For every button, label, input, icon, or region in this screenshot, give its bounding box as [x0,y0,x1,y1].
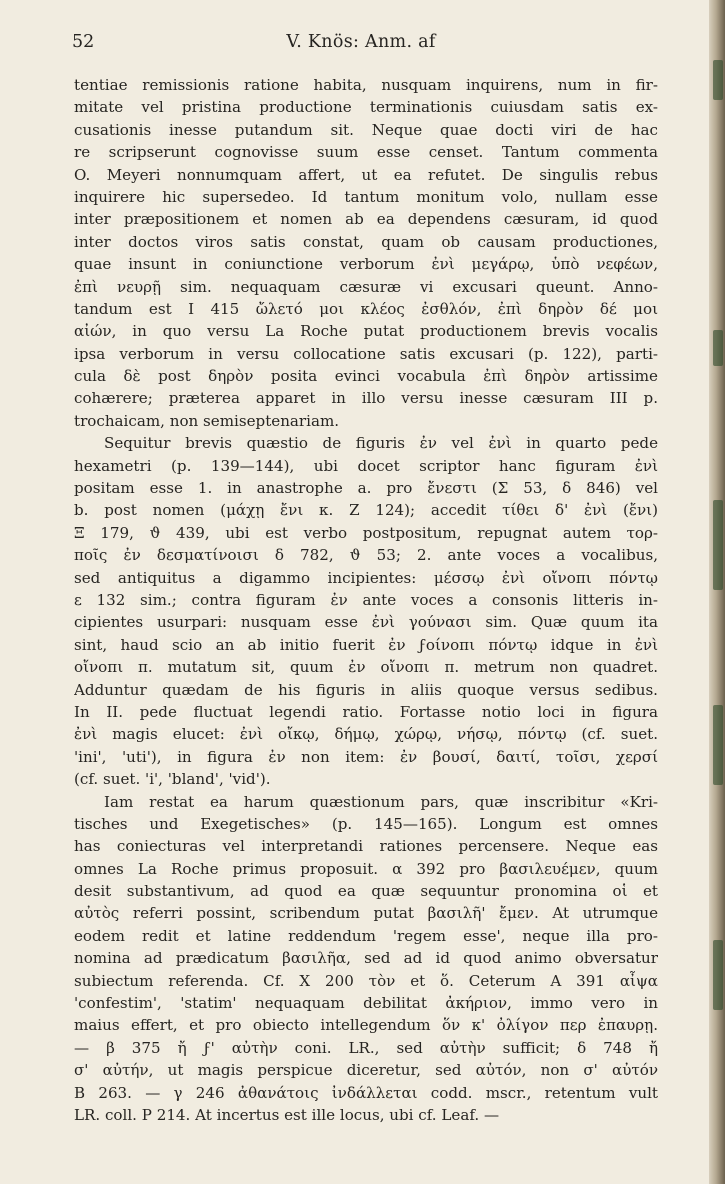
text-line: — β 375 ἤ ϝ' αὐτὴν coni. LR., sed αὐτὴν sufficit; δ 748 ἤ [74,1038,658,1057]
text-line: has coniecturas vel interpretandi rationes percensere. Neque eas [74,837,658,856]
edge-stain [713,705,723,785]
text-line: σ' αὐτήν, ut magis perspicue diceretur, sed αὐτόν, non σ' αὐτόν [74,1061,658,1080]
text-line: οἴνοπι π. mutatum sit, quum ἐν οἴνοπι π. metrum non quadret. [74,658,658,677]
page-number: 52 [72,32,95,52]
text-line: cohærere; præterea apparet in illo versu inesse cæsuram III p. [74,389,658,408]
text-line: trochaicam, non semiseptenariam. [74,411,340,430]
text-line: B 263. — γ 246 ἀθανάτοις ἰνδάλλεται codd. mscr., retentum vult [74,1083,658,1102]
text-line: tentiae remissionis ratione habita, nusquam inquirens, num in fir- [74,76,658,94]
edge-stain [713,330,723,366]
text-line: Iam restat ea harum quæstionum pars, quæ inscribitur «Kri- [104,792,658,811]
page-header [72,32,650,56]
text-line: sed antiquitus a digammo incipientes: μέσσῳ ἐνὶ οἴνοπι πόντῳ [74,568,658,587]
text-line: re scripserunt cognovisse suum esse censet. Tantum commenta [74,143,658,162]
text-line: inter præpositionem et nomen ab ea dependens cæsuram, id quod [74,210,658,229]
page-edge-shadow [709,0,725,1184]
text-line: cipientes usurpari: nusquam esse ἐνὶ γούνασι sim. Quæ quum ita [74,613,658,632]
text-line: Ξ 179, ϑ 439, ubi est verbo postpositum, repugnat autem τορ- [74,523,658,542]
edge-stain [713,500,723,590]
text-line: eodem redit et latine reddendum 'regem esse', neque illa pro- [74,926,658,945]
text-line: inter doctos viros satis constat, quam ob causam productiones, [74,232,658,251]
text-line: Sequitur brevis quæstio de figuris ἐν vel ἐνὶ in quarto pede [104,434,658,453]
edge-stain [713,60,723,100]
text-line: 'confestim', 'statim' nequaquam debilitat ἀκήριον, immo vero in [74,994,658,1013]
text-line: mitate vel pristina productione terminationis cuiusdam satis ex- [74,98,658,117]
text-line: (cf. suet. 'i', 'bland', 'vid'). [74,770,271,789]
text-line: maius effert, et pro obiecto intellegendum ὅν κ' ὀλίγον περ ἐπαυρῃ. [74,1016,658,1035]
body-text [74,74,658,1126]
edge-stain [713,940,723,1010]
text-line: cusationis inesse putandum sit. Neque quae docti viri de hac [74,120,658,139]
text-line: ποῖς ἐν δεσματίνοισι δ 782, ϑ 53; 2. ante voces a vocalibus, [74,546,658,565]
text-line: positam esse 1. in anastrophe a. pro ἔνεστι (Σ 53, δ 846) vel [74,479,658,498]
text-line: tisches und Exegetisches» (p. 145—165). Longum est omnes [74,814,658,833]
text-line: inquirere hic supersedeo. Id tantum monitum volo, nullam esse [74,187,658,206]
running-head: V. Knös: Anm. af [286,32,436,52]
text-line: ἐνὶ magis elucet: ἐνὶ οἴκῳ, δήμῳ, χώρῳ, νήσῳ, πόντῳ (cf. suet. [74,725,658,744]
text-line: LR. coll. P 214. At incertus est ille locus, ubi cf. Leaf. — [74,1105,500,1124]
text-line: hexametri (p. 139—144), ubi docet scriptor hanc figuram ἐνὶ [74,456,658,475]
text-line: desit substantivum, ad quod ea quæ sequuntur pronomina οἱ et [74,882,658,901]
text-line: In II. pede fluctuat legendi ratio. Fortasse notio loci in figura [74,702,658,721]
text-line: αἰών, in quo versu La Roche putat productionem brevis vocalis [74,322,658,341]
text-line: sint, haud scio an ab initio fuerit ἐν ϝοίνοπι πόντῳ idque in ἐνὶ [74,635,658,654]
text-line: tandum est I 415 ὤλετό μοι κλέος ἐσθλόν, ἐπὶ δηρὸν δέ μοι [74,299,658,318]
text-line: ipsa verborum in versu collocatione satis excusari (p. 122), parti- [74,344,658,363]
text-line: cula δὲ post δηρὸν posita evinci vocabula ἐπὶ δηρὸν artissime [74,367,658,386]
text-line: ἐπὶ νευρῇ sim. nequaquam cæsuræ vi excusari queunt. Anno- [74,277,658,296]
text-line: omnes La Roche primus proposuit. α 392 pro βασιλευέμεν, quum [74,859,658,878]
text-line: b. post nomen (μάχῃ ἔνι κ. Z 124); accedit τίθει δ' ἐνὶ (ἔνι) [74,501,658,520]
text-line: 'ini', 'uti'), in figura ἐν non item: ἐν βουσί, δαιτί, τοῖσι, χερσί [74,747,658,766]
text-line: nomina ad prædicatum βασιλῆα, sed ad id quod animo obversatur [74,949,658,968]
text-line: Adduntur quædam de his figuris in aliis quoque versus sedibus. [74,680,658,699]
text-line: subiectum referenda. Cf. X 200 τὸν et ὅ. Ceterum Α 391 αἶψα [74,971,658,990]
text-line: αὐτὸς referri possint, scribendum putat βασιλῆ' ἔμεν. At utrumque [74,904,658,923]
text-line: O. Meyeri nonnumquam affert, ut ea refutet. De singulis rebus [74,165,658,184]
text-line: quae insunt in coniunctione verborum ἐνὶ μεγάρῳ, ὑπὸ νεφέων, [74,255,658,274]
text-line: ε 132 sim.; contra figuram ἐν ante voces a consonis litteris in- [74,590,658,609]
